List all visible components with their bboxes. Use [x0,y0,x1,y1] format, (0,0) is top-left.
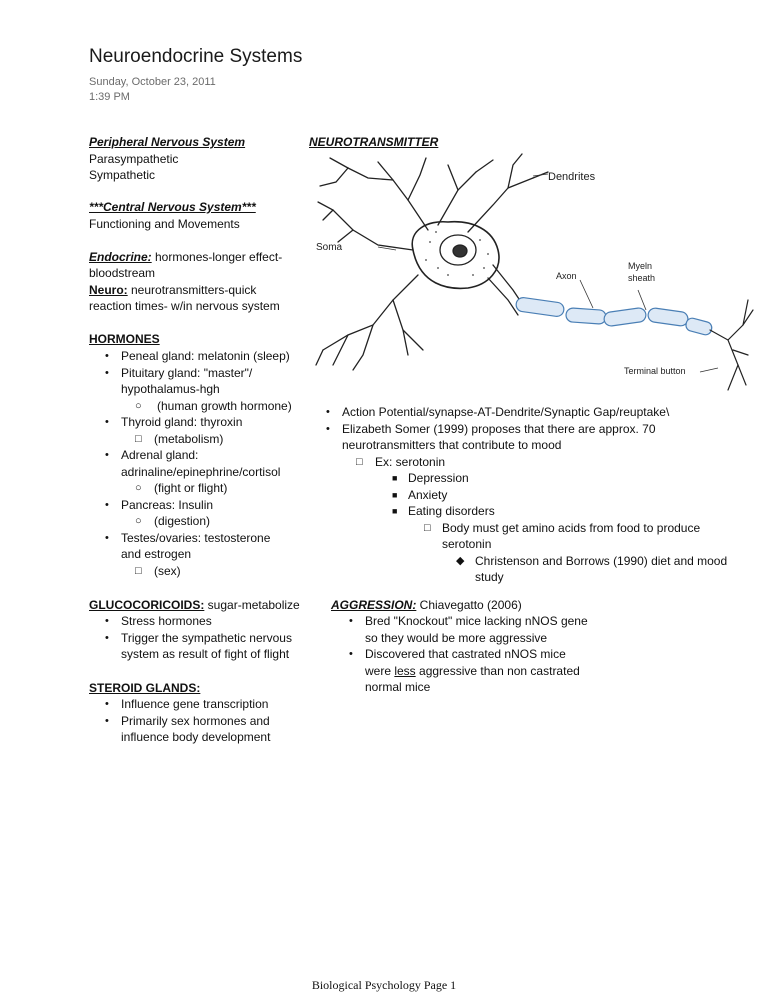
bullet-icon: • [105,350,109,362]
aggression-list [349,613,588,696]
level4-list-item: □ Body must get amino acids from food to produce [424,520,701,535]
endocrine-text: hormones-longer effect- [151,250,283,264]
neuro-line [89,282,256,299]
note-date: Sunday, October 23, 2011 [89,76,216,88]
square-solid-bullet-icon: ■ [392,506,398,516]
sub-sub-list-item: ■ Eating disorders [392,504,495,518]
bullet-icon: • [105,416,109,428]
level5-list-cont: study [475,570,504,584]
cns-heading: ***Central Nervous System*** [89,200,256,214]
square-bullet-icon: □ [135,564,142,577]
sub-list-item: ○ (fight or flight) [135,481,228,495]
square-bullet-icon: □ [356,455,363,468]
sub-list-item: ○ (human growth hormone) [135,398,292,413]
sub-list-item: □ (metabolism) [135,431,224,446]
bullet-icon: • [326,406,330,418]
axon-label: Axon [556,271,577,281]
aggression-label: AGGRESSION: [331,598,417,612]
neurotransmitter-heading: NEUROTRANSMITTER [309,135,439,149]
square-solid-bullet-icon: ■ [392,489,398,500]
bullet-icon: • [349,615,353,627]
sub-list-item: □ Ex: serotonin [356,454,446,469]
bullet-icon: • [105,714,109,727]
list-item: • Adrenal gland: [105,448,199,462]
square-solid-bullet-icon: ■ [392,473,398,483]
sub-sub-list-item: ■ Depression [392,471,469,485]
list-item-cont: system as result of fight of flight [121,647,290,661]
gluco-list [105,613,292,663]
myelin-label: Myeln [628,261,653,271]
neuro-bullets [326,404,728,586]
gluco-text: sugar-metabolize [204,598,300,612]
hormones-heading: HORMONES [89,332,160,346]
aggression-line [331,597,522,614]
list-item-cont: and estrogen [121,547,192,561]
list-item: • Pituitary gland: "master"/ [105,365,253,380]
neuron-diagram [308,150,758,400]
neuro-text: neurotransmitters-quick [127,283,257,297]
list-item: • Stress hormones [105,614,212,628]
circle-bullet-icon: ○ [135,482,142,494]
list-item-cont: neurotransmitters that contribute to mood [342,438,562,452]
bullet-icon: • [105,631,109,644]
list-item-cont: adrinaline/epinephrine/cortisol [121,464,281,479]
diamond-bullet-icon: ◆ [456,554,465,567]
list-item-cont: influence body development [121,730,271,744]
cns-text: Functioning and Movements [89,217,240,231]
list-item: • Peneal gland: melatonin (sleep) [105,349,290,363]
level5-list-item: ◆ Christenson and Borrows (1990) diet and mood [456,553,728,568]
list-item-cont: so they would be more aggressive [365,630,548,645]
neuro-text-2: reaction times- w/in nervous system [89,299,280,313]
pns-heading: Peripheral Nervous System [89,135,246,149]
page-title: Neuroendocrine Systems [89,46,303,67]
neuro-label: Neuro: [89,283,128,297]
list-item: • Discovered that castrated nNOS mice [349,647,566,661]
sub-sub-list-item: ■ Anxiety [392,487,448,502]
soma-label: Soma [316,242,343,253]
bullet-icon: • [105,531,109,544]
bullet-icon: • [326,422,330,435]
dendrites-label: Dendrites [548,171,596,183]
bullet-icon: • [105,698,109,710]
level4-list-cont: serotonin [442,537,492,551]
pns-item: Parasympathetic [89,152,179,166]
bullet-icon: • [349,648,353,660]
bullet-icon: • [105,498,109,511]
bullet-icon: • [105,366,109,379]
endocrine-line [89,249,282,266]
steroid-heading: STEROID GLANDS: [89,681,201,695]
circle-bullet-icon: ○ [135,399,142,412]
sub-list-item: □ (sex) [135,563,181,578]
pns-item: Sympathetic [89,168,156,182]
endocrine-text-2: bloodstream [89,266,156,280]
list-item-cont: hypothalamus-hgh [121,382,220,396]
aggression-text: Chiavegatto (2006) [416,598,522,612]
steroid-list [105,696,271,746]
sheath-label: sheath [628,273,656,283]
page-footer: Biological Psychology Page 1 [311,978,457,992]
list-item: • Elizabeth Somer (1999) proposes that there are approx. 70 [326,421,656,436]
square-bullet-icon: □ [135,432,142,445]
list-item: • Testes/ovaries: testosterone [105,530,271,545]
list-item: • Bred "Knockout" mice lacking nNOS gene [349,614,588,628]
hormones-list [105,348,292,579]
note-time: 1:39 PM [89,91,130,103]
gluco-label: GLUCOCORICOIDS: [89,598,205,612]
list-item: • Primarily sex hormones and [105,713,270,728]
list-item: • Action Potential/synapse-AT-Dendrite/Synaptic Gap/reuptake\ [326,405,670,419]
list-item: • Thyroid gland: thyroxin [105,415,243,429]
terminal-button-label: Terminal button [624,366,686,376]
square-bullet-icon: □ [424,521,431,534]
sub-list-item: ○ (digestion) [135,514,211,528]
list-item-cont: normal mice [365,680,431,694]
list-item: • Pancreas: Insulin [105,497,214,512]
list-item-cont: were less aggressive than non castrated [365,663,580,678]
bullet-icon: • [105,449,109,461]
bullet-icon: • [105,615,109,627]
circle-bullet-icon: ○ [135,515,142,527]
gluco-line [89,597,300,614]
list-item: • Influence gene transcription [105,697,269,711]
list-item: • Trigger the sympathetic nervous [105,630,292,645]
endocrine-label: Endocrine: [89,250,152,264]
